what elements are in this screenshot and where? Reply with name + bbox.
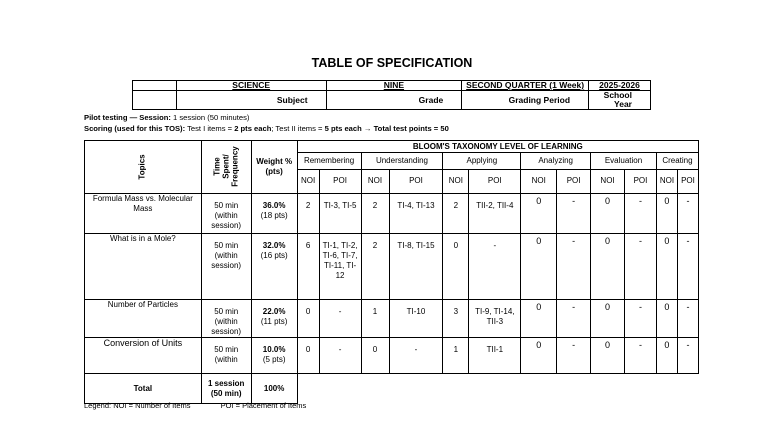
poi-cell: - xyxy=(557,338,591,374)
poi-header: POI xyxy=(389,169,443,193)
grade-label: Grade xyxy=(326,91,462,110)
weight-pts: (16 pts) xyxy=(260,251,288,260)
time-header xyxy=(201,141,251,194)
scoring-part2-value: 5 pts each xyxy=(324,124,362,133)
noi-cell: 0 xyxy=(591,234,625,300)
table-row xyxy=(85,194,699,234)
legend-noi: Legend: NOI = Number of Items xyxy=(84,401,191,410)
poi-cell: - xyxy=(557,300,591,338)
level-applying: Applying xyxy=(443,153,521,169)
header-spacer xyxy=(133,91,177,110)
noi-cell: 0 xyxy=(297,338,319,374)
noi-cell: 6 xyxy=(297,234,319,300)
poi-cell: - xyxy=(389,338,443,374)
poi-header: POI xyxy=(625,169,657,193)
noi-cell: 1 xyxy=(443,338,469,374)
pilot-note xyxy=(84,113,249,122)
weight-pts: (11 pts) xyxy=(260,317,288,326)
table-row xyxy=(85,338,699,374)
topic-cell: Conversion of Units xyxy=(85,338,202,374)
noi-cell: 3 xyxy=(443,300,469,338)
poi-cell: - xyxy=(677,300,698,338)
noi-cell: 0 xyxy=(656,300,677,338)
weight-cell xyxy=(251,300,297,338)
weight-cell xyxy=(251,194,297,234)
grading-period-value: SECOND QUARTER (1 Week) xyxy=(462,81,589,91)
poi-header: POI xyxy=(319,169,361,193)
time-cell: 50 min (within session) xyxy=(201,234,251,300)
total-label: Total xyxy=(85,374,202,404)
noi-header: NOI xyxy=(591,169,625,193)
weight-value: 32.0% xyxy=(262,241,286,250)
topic-cell: Number of Particles xyxy=(85,300,202,338)
noi-cell: 2 xyxy=(297,194,319,234)
poi-cell: - xyxy=(677,194,698,234)
pilot-label: Pilot testing — Session: xyxy=(84,113,171,122)
scoring-part1-value: 2 pts each xyxy=(234,124,272,133)
blooms-header: BLOOM'S TAXONOMY LEVEL OF LEARNING xyxy=(297,141,698,153)
poi-cell: - xyxy=(557,234,591,300)
subject-value: SCIENCE xyxy=(176,81,326,91)
noi-cell: 0 xyxy=(656,234,677,300)
poi-header: POI xyxy=(557,169,591,193)
poi-cell: TI-8, TI-15 xyxy=(389,234,443,300)
noi-cell: 0 xyxy=(591,194,625,234)
grading-period-label: Grading Period xyxy=(462,91,589,110)
noi-cell: 0 xyxy=(656,338,677,374)
noi-cell: 0 xyxy=(521,234,557,300)
total-weight: 100% xyxy=(251,374,297,404)
noi-cell: 2 xyxy=(361,234,389,300)
poi-header: POI xyxy=(469,169,521,193)
poi-cell: - xyxy=(625,234,657,300)
total-time: 1 session (50 min) xyxy=(201,374,251,404)
topics-header xyxy=(85,141,202,194)
noi-cell: 1 xyxy=(361,300,389,338)
weight-pts: (5 pts) xyxy=(262,355,286,364)
noi-cell: 0 xyxy=(443,234,469,300)
school-year-value: 2025-2026 xyxy=(589,81,651,91)
scoring-label: Scoring (used for this TOS): xyxy=(84,124,186,133)
poi-header: POI xyxy=(677,169,698,193)
level-analyzing: Analyzing xyxy=(521,153,591,169)
time-cell: 50 min (within session) xyxy=(201,300,251,338)
weight-value: 22.0% xyxy=(262,307,286,316)
noi-cell: 0 xyxy=(521,338,557,374)
weight-header: Weight % (pts) xyxy=(251,141,297,194)
poi-cell: - xyxy=(625,338,657,374)
noi-header: NOI xyxy=(297,169,319,193)
noi-header: NOI xyxy=(521,169,557,193)
poi-cell: - xyxy=(319,300,361,338)
time-cell: 50 min (within session) xyxy=(201,194,251,234)
specification-table xyxy=(84,140,699,404)
noi-header: NOI xyxy=(656,169,677,193)
pilot-text: 1 session (50 minutes) xyxy=(173,113,250,122)
total-empty xyxy=(297,374,698,404)
topics-header-text: Topics xyxy=(137,154,147,180)
table-row xyxy=(85,300,699,338)
poi-cell: - xyxy=(625,300,657,338)
subject-label: Subject xyxy=(176,91,326,110)
weight-pts: (18 pts) xyxy=(260,211,288,220)
topic-cell: Formula Mass vs. Molecular Mass xyxy=(85,194,202,234)
weight-value: 10.0% xyxy=(262,345,286,354)
poi-cell: - xyxy=(469,234,521,300)
poi-cell: - xyxy=(625,194,657,234)
poi-cell: TI-4, TI-13 xyxy=(389,194,443,234)
noi-cell: 0 xyxy=(361,338,389,374)
time-cell: 50 min (within xyxy=(201,338,251,374)
noi-header: NOI xyxy=(443,169,469,193)
noi-cell: 2 xyxy=(361,194,389,234)
poi-cell: TI-9, TI-14, TII-3 xyxy=(469,300,521,338)
grade-value: NINE xyxy=(326,81,462,91)
noi-cell: 0 xyxy=(521,300,557,338)
scoring-part1: Test I items = xyxy=(187,124,233,133)
poi-cell: TI-1, TI-2, TI-6, TI-7, TI-11, TI-12 xyxy=(319,234,361,300)
poi-cell: - xyxy=(319,338,361,374)
header-info-table xyxy=(132,80,651,110)
legend xyxy=(84,401,334,410)
time-header-text: Time Spent/ Frequency xyxy=(212,146,240,187)
school-year-label: School Year xyxy=(589,91,651,110)
noi-header: NOI xyxy=(361,169,389,193)
noi-cell: 0 xyxy=(297,300,319,338)
weight-cell xyxy=(251,338,297,374)
page-title: TABLE OF SPECIFICATION xyxy=(311,56,473,70)
scoring-part2: ; Test II items = xyxy=(271,124,323,133)
level-evaluation: Evaluation xyxy=(591,153,657,169)
poi-cell: TI-10 xyxy=(389,300,443,338)
poi-cell: TI-3, TI-5 xyxy=(319,194,361,234)
scoring-note xyxy=(84,124,449,133)
level-understanding: Understanding xyxy=(361,153,443,169)
table-row xyxy=(85,234,699,300)
poi-cell: - xyxy=(557,194,591,234)
level-remembering: Remembering xyxy=(297,153,361,169)
poi-cell: TII-2, TII-4 xyxy=(469,194,521,234)
noi-cell: 0 xyxy=(656,194,677,234)
topic-cell: What is in a Mole? xyxy=(85,234,202,300)
legend-poi: POI = Placement of Items xyxy=(220,401,307,410)
scoring-arrow: → xyxy=(363,124,372,133)
level-creating: Creating xyxy=(656,153,698,169)
poi-cell: TII-1 xyxy=(469,338,521,374)
weight-value: 36.0% xyxy=(262,201,286,210)
scoring-total: Total test points = 50 xyxy=(373,124,449,133)
noi-cell: 2 xyxy=(443,194,469,234)
poi-cell: - xyxy=(677,234,698,300)
weight-cell xyxy=(251,234,297,300)
noi-cell: 0 xyxy=(591,338,625,374)
poi-cell: - xyxy=(677,338,698,374)
header-spacer xyxy=(133,81,177,91)
noi-cell: 0 xyxy=(521,194,557,234)
noi-cell: 0 xyxy=(591,300,625,338)
